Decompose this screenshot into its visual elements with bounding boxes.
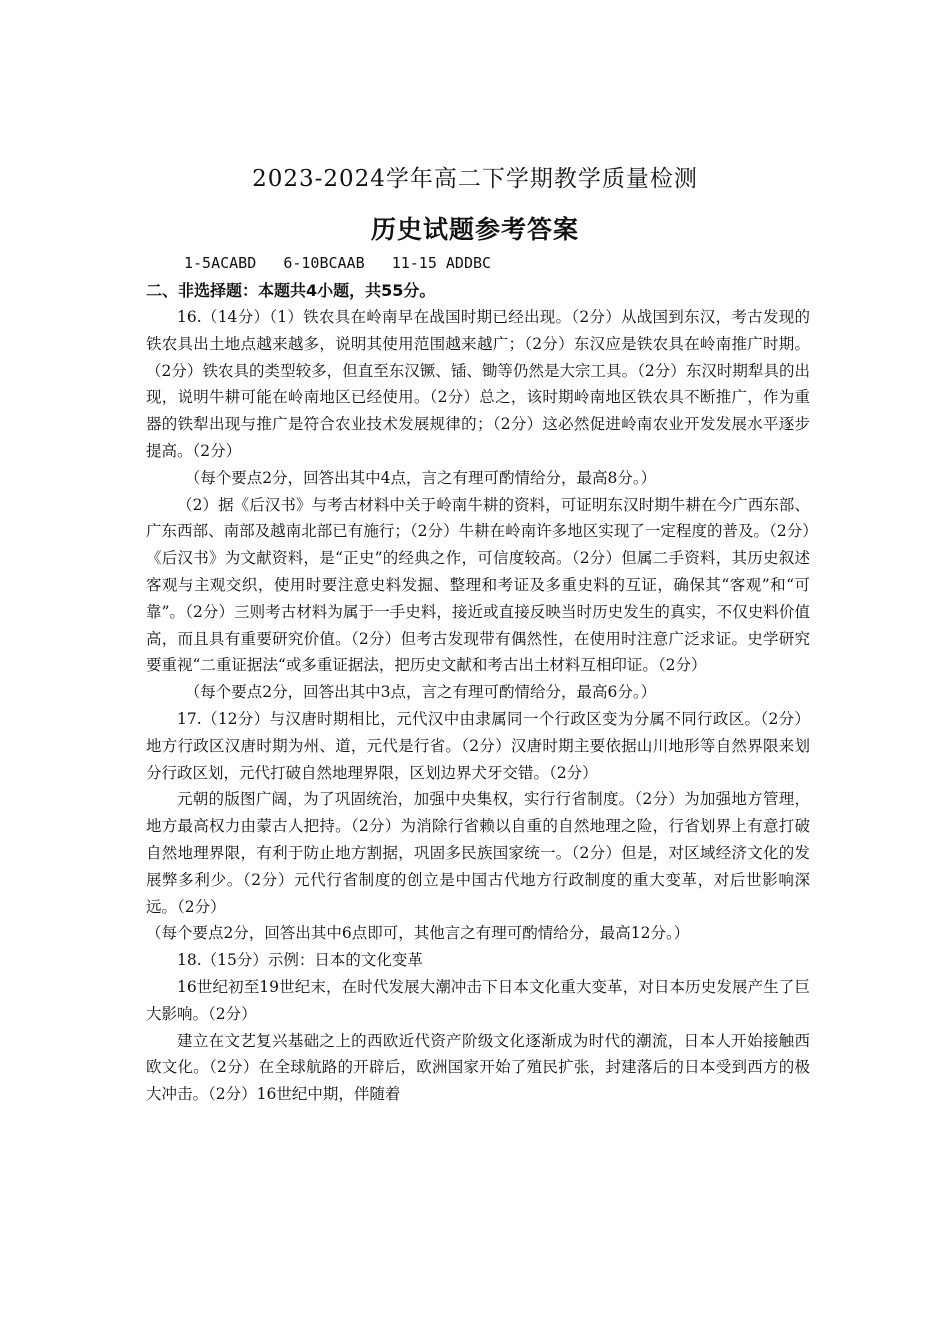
- paragraph-q16-part1: 16.（14分）（1）铁农具在岭南早在战国时期已经出现。（2分）从战国到东汉，考古发现的铁农具出土地点越来越多，说明其使用范围越来越广；（2分）东汉应是铁农具在岭南推广时期。（2分）铁农具的类型较多，但直至东汉镢、锸、锄等仍然是大宗工具。（2分）东汉时期犁具的出现，说明牛耕可能在岭南地区已经使用。（2分）总之，该时期岭南地区铁农具不断推广，作为重器的铁犁出现与推广是符合农业技术发展规律的；（2分）这必然促进岭南农业开发发展水平逐步提高。（2分）: [146, 308, 810, 460]
- answer-body: [146, 304, 826, 1108]
- paragraph-q18-thesis: 16世纪初至19世纪末，在时代发展大潮冲击下日本文化重大变革，对日本历史发展产生了巨大影响。（2分）: [146, 977, 810, 1023]
- paragraph-q18-body: 建立在文艺复兴基础之上的西欧近代资产阶级文化逐渐成为时代的潮流，日本人开始接触西欧文化。（2分）在全球航路的开辟后，欧洲国家开始了殖民扩张，封建落后的日本受到西方的极大冲击。（2分）16世纪中期，伴随着: [146, 1031, 810, 1104]
- objective-answers: 1-5ACABD 6-10BCAAB 11-15 ADDBC: [184, 254, 492, 272]
- scoring-note-q16-part1: （每个要点2分，回答出其中4点，言之有理可酌情给分，最高8分。）: [184, 468, 657, 487]
- scoring-note-q17: （每个要点2分，回答出其中6点即可，其他言之有理可酌情给分，最高12分。）: [146, 924, 690, 943]
- exam-title: 2023-2024学年高二下学期教学质量检测: [252, 166, 698, 192]
- paragraph-q17-intro: 17.（12分）与汉唐时期相比，元代汉中由隶属同一个行政区变为分属不同行政区。（2分）地方行政区汉唐时期为州、道，元代是行省。（2分）汉唐时期主要依据山川地形等自然界限来划分行政区划，元代打破自然地理界限，区划边界犬牙交错。（2分）: [146, 709, 810, 782]
- paragraph-q18-heading: 18.（15分）示例：日本的文化变革: [177, 951, 423, 970]
- scoring-note-q16-part2: （每个要点2分，回答出其中3点，言之有理可酌情给分，最高6分。）: [184, 683, 657, 702]
- answer-key-title: 历史试题参考答案: [370, 215, 579, 244]
- section-heading: 二、非选择题：本题共4小题，共55分。: [146, 281, 436, 300]
- paragraph-q16-part2: （2）据《后汉书》与考古材料中关于岭南牛耕的资料，可证明东汉时期牛耕在今广西东部、广东西部、南部及越南北部已有施行；（2分）牛耕在岭南许多地区实现了一定程度的普及。（2分） 《后汉书》为文献资料，是“正史”的经典之作，可信度较高。（2分）但属二手资料，其历史叙述客观与主观交织，使用时要注意史料发掘、整理和考证及多重史料的互证，确保其“客观”和“可靠”。（2分）三则考古材料为属于一手史料，接近或直接反映当时历史发生的真实，不仅史料价值高，而且具有重要研究价值。（2分）但考古发现带有偶然性，在使用时注意广泛求证。史学研究要重视“二重证据法“或多重证据法，把历史文献和考古出土材料互相印证。（2分）: [146, 495, 826, 675]
- paragraph-q17-analysis: 元朝的版图广阔，为了巩固统治，加强中央集权，实行行省制度。（2分）为加强地方管理，地方最高权力由蒙古人把持。（2分）为消除行省赖以自重的自然地理之险，行省划界上有意打破自然地理界限，有利于防止地方割据，巩固多民族国家统一。（2分）但是，对区域经济文化的发展弊多利少。（2分）元代行省制度的创立是中国古代地方行政制度的重大变革，对后世影响深远。（2分）: [146, 790, 810, 916]
